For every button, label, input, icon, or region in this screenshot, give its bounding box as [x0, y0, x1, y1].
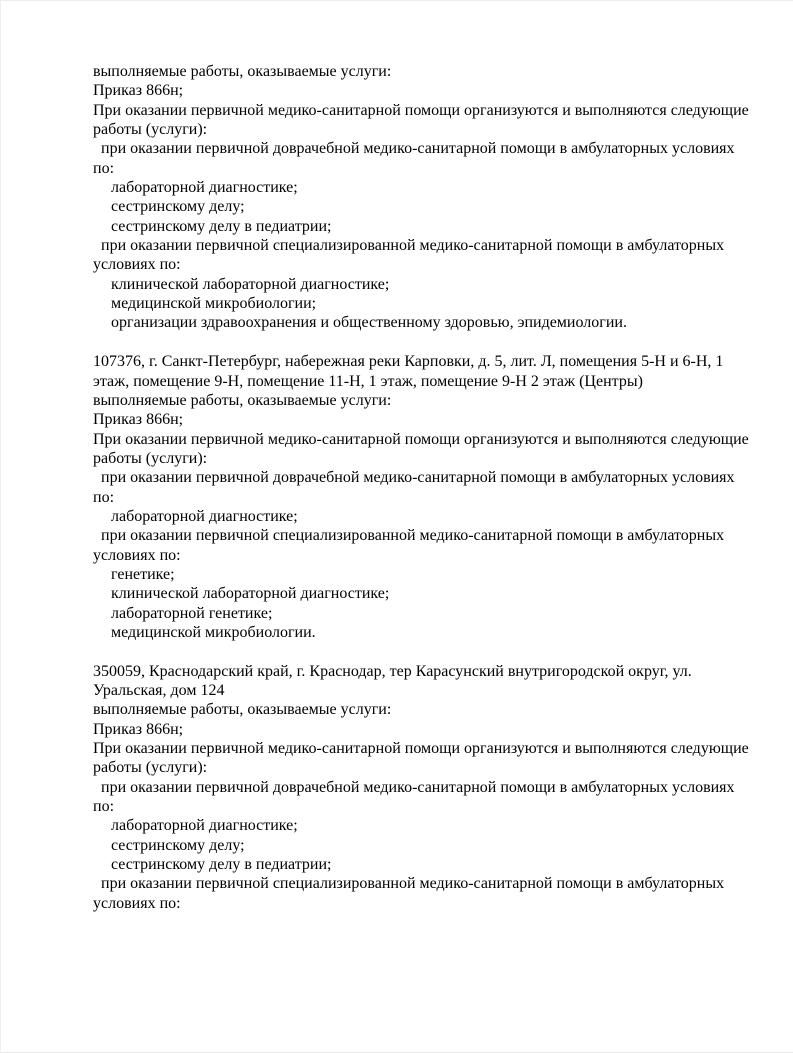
document-line: работы (услуги):	[93, 121, 208, 139]
document-section-works-list-continuation	[93, 62, 753, 333]
document-line: медицинской микробиологии;	[111, 295, 317, 313]
document-line: сестринскому делу;	[111, 198, 245, 216]
license-sections	[93, 62, 753, 913]
document-line: Приказ 866н;	[93, 720, 184, 738]
document-line: работы (услуги):	[93, 449, 208, 467]
document-line: работы (услуги):	[93, 759, 208, 777]
document-line: При оказании первичной медико-санитарной помощи организуются и выполняются следующие	[93, 430, 749, 448]
document-line: лабораторной генетике;	[111, 604, 273, 622]
document-line: условиях по:	[93, 894, 181, 912]
document-line: по:	[93, 798, 115, 816]
document-line: 350059, Краснодарский край, г. Краснодар, тер Карасунский внутригородской округ, ул.	[93, 662, 692, 680]
document-line: условиях по:	[93, 546, 181, 564]
document-line: Приказ 866н;	[93, 82, 184, 100]
document-line: медицинской микробиологии.	[111, 623, 316, 641]
document-line: при оказании первичной доврачебной медико-санитарной помощи в амбулаторных условиях	[101, 469, 735, 487]
document-line: клинической лабораторной диагностике;	[111, 585, 390, 603]
document-line: организации здравоохранения и общественному здоровью, эпидемиологии.	[111, 314, 627, 332]
document-section-address-block-krasnodar	[93, 662, 753, 913]
document-line: сестринскому делу;	[111, 836, 245, 854]
document-line: по:	[93, 488, 115, 506]
license-document	[1, 1, 793, 913]
document-line: при оказании первичной доврачебной медико-санитарной помощи в амбулаторных условиях	[101, 140, 735, 158]
document-line: генетике;	[111, 565, 175, 583]
document-line: клинической лабораторной диагностике;	[111, 275, 390, 293]
document-line: Приказ 866н;	[93, 411, 184, 429]
document-line: лабораторной диагностике;	[111, 817, 298, 835]
document-line: по:	[93, 159, 115, 177]
document-line: сестринскому делу в педиатрии;	[111, 856, 332, 874]
document-line: лабораторной диагностике;	[111, 179, 298, 197]
document-line: При оказании первичной медико-санитарной помощи организуются и выполняются следующие	[93, 101, 749, 119]
document-line: при оказании первичной специализированной медико-санитарной помощи в амбулаторных	[101, 237, 725, 255]
document-line: При оказании первичной медико-санитарной помощи организуются и выполняются следующие	[93, 740, 749, 758]
document-line: лабораторной диагностике;	[111, 507, 298, 525]
document-line: сестринскому делу в педиатрии;	[111, 217, 332, 235]
document-line: выполняемые работы, оказываемые услуги:	[93, 63, 392, 80]
document-line: выполняемые работы, оказываемые услуги:	[93, 701, 392, 719]
document-line: 107376, г. Санкт-Петербург, набережная реки Карповки, д. 5, лит. Л, помещения 5-Н и 6-Н, 1	[93, 353, 724, 371]
document-line: при оказании первичной специализированной медико-санитарной помощи в амбулаторных	[101, 527, 725, 545]
document-line: при оказании первичной специализированной медико-санитарной помощи в амбулаторных	[101, 875, 725, 893]
document-line: Уральская, дом 124	[93, 682, 225, 699]
document-line: этаж, помещение 9-Н, помещение 11-Н, 1 этаж, помещение 9-Н 2 этаж (Центры)	[93, 372, 643, 390]
document-line: при оказании первичной доврачебной медико-санитарной помощи в амбулаторных условиях	[101, 778, 735, 796]
document-line: условиях по:	[93, 256, 181, 274]
document-line: выполняемые работы, оказываемые услуги:	[93, 391, 392, 409]
document-section-address-block-spb	[93, 352, 753, 642]
